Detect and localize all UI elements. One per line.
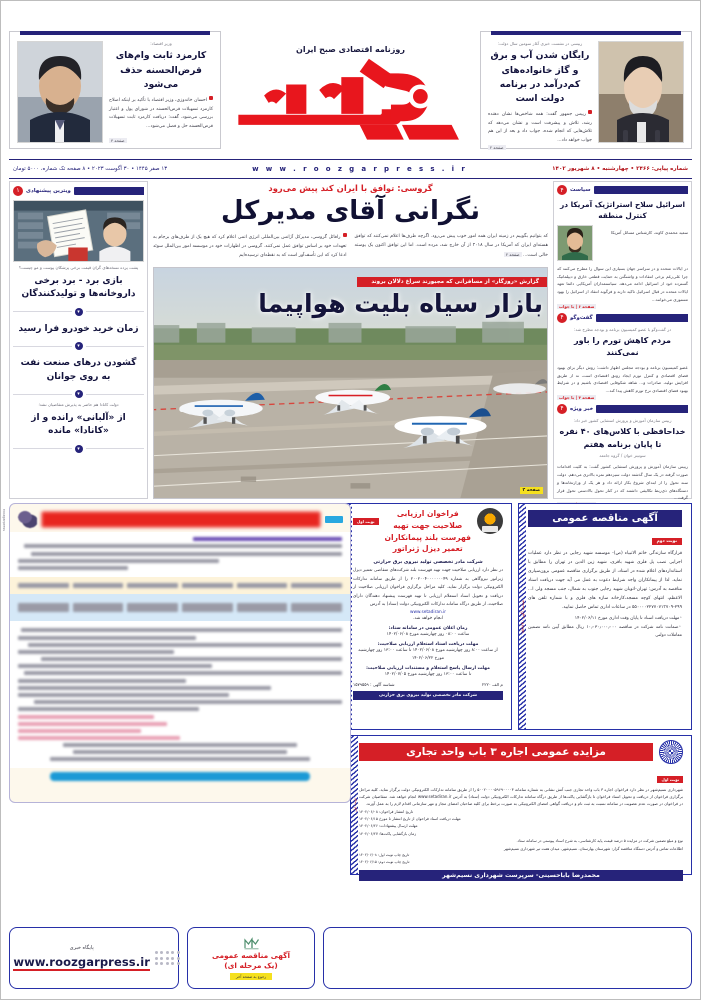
footer-tender-badge[interactable]: رجوع به صفحه آخر [230,973,272,980]
chevron-down-icon: ▾ [75,308,83,316]
section-number-icon: ۴ [557,313,567,323]
center-column [153,181,548,499]
top-story-left-body: احسان خاندوزی، وزیر اقتصاد با تأکید بر اینکه اصلاح کارمزد تسهیلات قرض‌الحسنه در شورای پول و اعتبار بررسی می‌شود، گفت: دریافت کارمزد ثابت تسهیلات قرض‌الحسنه حل و فصل می‌شود... [109,98,213,129]
photo-story[interactable] [153,267,548,499]
date-bar [9,159,692,179]
vitrin-item-2-kicker: دولت کانادا هم حاضر به پذیرش متقاضیان نشد؛ [38,402,119,408]
chevron-down-icon: ▾ [75,390,83,398]
ad-blurred-footer-bar [50,772,310,781]
ad-tender-body: قرارگاه سازندگی خاتم الانبیاء (ص)- موسسه شهید رجایی در نظر دارد عملیات اجرایی نصب پل فلزی شهید باقری، شهید زین الدین در تهران را مطابق با استانداردهای اعلام شده در اسناد، از طریق برگزاری مناقصه عمومی برون‌سپاری نماید. لذا از پیمانکاران واجد شرایط دعوت به عمل می آید جهت دریافت اسناد مناقصه به آدرس: تهران-اتوبان شهید رجایی جنوب به شمال، جنب مسجد ولی ا... الاعظم، انتهای کوچه مسجد،کارخانه سازه های فلزی و با شماره تلفن های ۲۹۹-۵۵۰۰۰۰۲۲۷۷۰۷۱۳۷۰۹ در ساعات اداری تماس حاصل نمایید. [528,551,682,610]
section-chip-politics[interactable] [557,185,688,195]
ad-blurred-panel[interactable] [9,503,351,803]
section-number-icon: ۴ [557,185,567,195]
decorative-dots [155,951,180,965]
advertisements-area [9,503,692,991]
ad-auction-extra-0: نوع و مبلغ تضمین شرکت در مزایده ۵ درصد قیمت پایه کارشناسی، به شرح اسناد پیوستی در سامانه ستاد. [516,838,683,844]
page-footer [9,927,692,989]
top-story-right-photo [598,41,684,143]
ad-blurred-table-header [10,577,350,594]
separator-chevron [13,342,144,350]
vitrin-item-0-title[interactable]: زمان خرید خودرو فرا رسید [18,323,139,334]
separator-chevron [13,308,144,316]
masthead-logo [231,53,470,149]
ad-tender-bullet-0: ◦مهلت دریافت اسناد تا پایان وقت اداری مورخ ۱۴۰۲/۰۶/۱۱ [574,616,682,621]
right-story-special[interactable] [557,418,688,507]
separator-chevron [13,390,144,398]
ad-eval-field-2-value: تا ساعت ۱۳:۰۰ روز چهارشنبه مورخ ۱۴۰۲/۰۷/۰۵ [384,671,472,677]
photo-story-headline[interactable]: بازار سیاه بلیت هواپیما [258,288,543,318]
ad-eval-website[interactable]: www.setadiran.ir [409,610,447,616]
issue-date-left: ۱۳ صفر ۱۴۴۵ • ۳۰ آگوست ۲۰۲۳ • ۸ صفحه تک شماره، ۵۰۰۰ تومان [13,166,168,172]
footer-site-label: پایگاه خبری [69,945,94,951]
right-story-interview-title: مردم کاهش تورم را باور نمی‌کنند [574,336,671,358]
masthead [231,31,470,151]
top-story-left-kicker: وزیر اقتصاد: [150,41,172,46]
right-story-special-title: خداحافظی با کلاس‌های ۴۰ نفره تا پایان برنامه هفتم [559,427,686,449]
section-number-icon: ۴ [557,404,567,414]
footer-website-card[interactable] [9,927,179,989]
ad-auction-bullet-0: تاریخ انتشار فراخوان: ۱۴۰۲/۰۶/۰۸ [359,808,414,814]
ad-auction-round: نوبت اول [657,776,683,783]
section-chip-special[interactable] [557,404,688,414]
ad-qualification-evaluation[interactable] [344,503,512,730]
section-label: گفت‌وگو [570,314,593,321]
ad-auction-title: مزایده عمومی اجاره ۳ باب واحد تجاری [359,743,653,761]
top-story-right-kicker: رییسی در نشست خبری آغاز سومین سال دولت: [497,41,583,46]
right-story-politics-page-ref[interactable]: صفحه ۶ | با جواب [559,303,595,309]
ad-tender-bullet-1: ◦ضمانت نامه شرکت در مناقصه ۱۰٫۰۳۰٫۰۰۰٫۰۰۰ ریال مطابق آیین نامه تضمین معاملات دولتی [528,624,682,639]
footer-empty-area [323,927,692,989]
ad-eval-round: نوبت اول [353,518,379,525]
ad-public-auction[interactable] [350,735,692,879]
chevron-down-icon: ▾ [75,342,83,350]
photo-story-banner: گزارش «روزگار» از مسافرانی که مجبورند سراغ دلالان بروند [357,277,547,287]
lead-body-left: که بتوانیم بگوییم در زمینه ایران همه امور خوب پیش می‌رود. اگرچه طرف‌ها اعلام نمی‌کنند که توافق هسته‌ای ایران که آمریکا در سال ۲۰۱۸ از آن خارج شد، مرده است. اما این توافق اکنون یک پوسته خالی است... صفحه ۲ [354,233,548,258]
company-logo-icon [477,508,503,534]
right-story-special-byline: رییس سازمان آموزش و پرورش استثنایی کشور خبر داد: [573,417,672,423]
ad-tender-title: آگهی مناقصه عمومی [528,510,682,527]
footer-tender-ad[interactable] [187,927,315,989]
ad-blurred-badge [325,516,343,523]
ad-tender-ref: شناسه آگهی : ۱۵۷۹۲۳ [521,599,525,634]
lead-kicker: گروسی: توافق با ایران کند پیش می‌رود [268,183,433,193]
ad-auction-side: نوبت اول [353,798,357,812]
ad-eval-website-tail: انجام خواهد شد. [413,616,443,622]
right-story-special-subline: سوتیتر خوان / گروه جامعه [599,452,646,458]
ad-blurred-header [10,504,350,532]
ad-auction-bullet-3: زمان بازگشایی پاکت‌ها: ۱۴۰۲/۰۶/۲۷ [359,830,417,836]
ad-eval-alef: م الف ۲۲۲۰ [481,681,503,687]
ad-eval-title: فراخوان ارزیابی صلاحیت جهت تهیه فهرست بلند پیمانکاران تعمیر دیزل ژنراتور [384,509,471,554]
ad-blurred-body [10,621,350,768]
right-story-interview-body: عضو کمیسیون برنامه و بودجه مجلس اظهار داشت: روش دیگر برای بهبود فضای اقتصادی و کنترل تورم ایجاد رونق اقتصادی است، نه از طریق افزایش تولید، صادرات و... شاهد شکوفایی اقتصادی باشیم و در شرایط بهبود فضای اقتصادی نرخ تورم کاهش پیدا کند... [557,364,688,394]
footer-tender-title-1: آگهی مناقصه عمومی [212,951,290,960]
municipality-seal-icon [659,740,683,764]
ad-eval-field-2-label: مهلت ارسال پاسخ استعلام و مستندات ارزیابی صلاحیت: [366,665,490,671]
section-label: سیاست [570,187,591,193]
lead-page-ref[interactable]: صفحه ۲ [506,251,520,257]
ad-eval-ref-inline: شناسه آگهی : ۱۵۷۹۵۵۹ [353,681,395,687]
top-story-left-title: کارمزد ثابت وام‌های قرض‌الحسنه حذف می‌شود [115,50,207,90]
right-sidebar [553,181,692,499]
ad-tender-round: نوبت دوم [652,538,682,545]
page-spine-text: roozgarpress [2,508,6,531]
vitrin-item-1-title[interactable]: گشودن درهای صنعت نفت به روی جوانان [20,358,137,382]
top-story-right-page-ref[interactable]: صفحه ۲ [490,145,504,151]
top-story-right[interactable] [480,31,692,149]
left-sidebar [9,181,148,499]
chevron-down-icon: ▾ [75,445,83,453]
main-content-grid [9,181,692,499]
ad-public-tender[interactable] [518,503,692,730]
ad-eval-lead: شرکت مادر تخصصی تولید نیروی برق حرارتی [373,559,483,566]
top-story-left-photo [17,41,103,143]
separator-chevron [13,445,144,453]
right-story-interview-page-ref[interactable]: صفحه ۴ | با جواب [559,394,595,400]
ad-auction-date-0: تاریخ چاپ نوبت اول: ۱۴۰۲/۰۶/۰۸ [359,852,410,857]
organization-logo-icon [243,936,260,950]
ad-auction-bullet-2: مهلت ارسال پیشنهادات: ۱۴۰۲/۰۶/۲۶ [359,823,418,829]
ad-eval-footer: شرکت مادر تخصصی تولید نیروی برق حرارتی [353,691,503,700]
right-story-politics-title: اسرائیل سلاح استراتژیک آمریکا در کنترل منطقه [559,200,686,221]
top-strip [9,13,692,153]
section-chip-vitrin[interactable] [13,185,144,196]
ad-blurred-intro [10,532,350,577]
section-number-icon: ۱ [13,186,23,196]
ad-eval-body: در نظر دارد ارزیابی صلاحیت جهت تهیه فهرست بلند شرکت‌های متقاضی تعمیر دیزل ژنراتور نیروگاهی به شماره ۲۰۰۲۰۰۴۰۰۰۰۰۰۰۴۹ را از طریق سامانه تدارکات الکترونیکی دولت برگزار نماید. کلیه مراحل برگزاری فراخوان ارزیابی صلاحیت از دریافت و تحویل اسناد استعلام ارزیابی تا تهیه فهرست پیشنهاد دهندگان دارای صلاحیت، از طریق درگاه سامانه تدارکات الکترونیکی دولت (ستاد) به آدرس [353,568,503,608]
right-story-politics[interactable] [557,199,688,309]
ad-auction-extra-1: اطلاعات تماس و آدرس دستگاه مناقصه گزار: شهرستان بهارستان- نسیم‌شهر- میدان هفت تیر شهرداری نسیم‌شهر [503,845,683,851]
right-story-interview-byline: در گفت‌وگو با عضو کمیسیون برنامه و بودجه مطرح شد: [573,326,672,332]
right-story-politics-body: در ایالات متحده و در سراسر جهان بسیاری این سوال را مطرح می‌کنند که چرا علی‌رغم برخی انتقادات و واشنگتن به حمایت قطعی خارق و دیپلماتیک گسترده خود از اسرائیل ادامه می‌دهد. سیاستمداران آمریکایی دائما تعهد ایالات متحده در قبال اسرائیل تاکید دارند و فرگونه انتقاد از اسرائیل را بهود مستوری می‌خوانند... [557,265,688,302]
ad-auction-bullet-1: مهلت دریافت اسناد فراخوان از تاریخ انتشار تا مورخ ۱۴۰۲/۰۶/۱۵ [359,815,461,821]
masthead-tagline: روزنامه اقتصادی صبح ایران [296,45,405,54]
section-chip-interview[interactable] [557,313,688,323]
top-story-left-page-ref[interactable]: صفحه ۴ [111,138,125,143]
photo-story-page-ref[interactable]: صفحه ۳ [520,487,543,494]
vitrin-lead-caption: پشت پرده نسخه‌های گران قیمت برخی پزشکان پوست و مو چیست؟ [18,265,139,270]
right-story-interview[interactable] [557,327,688,400]
footer-site-url[interactable]: www.roozgarpress.ir [13,955,151,969]
ad-blurred-logo-icon [17,510,37,528]
ad-blurred-title-bar [41,511,321,528]
top-story-right-title: رایگان شدن آب و برق و گاز خانواده‌های کم‌درآمد در برنامه دولت است [490,50,590,105]
right-story-special-body: رییس سازمان آموزش و پرورش استثنایی کشور گفت: به کلیت اقدامات صورت گرفته در یک سال گذشته دولت سیزدهم نمره بالاتری می‌دهم. دولت سند تحول را از ابتدای شروع بکار ارائه داد و هر یک از وزارتخانه‌ها و دستگاه‌های ذی‌ربط تکالیفی داشتند که در کنار تحول بالادستی تحول قرار گرفت... [557,464,688,501]
lead-body-right: رافائل گروسی، مدیرکل آژانس بین‌المللی انرژی اتمی اعلام کرد که هیچ یک از طرف‌های برجام به تعهدات خود بر اساس توافق عمل نمی‌کنند. گروسی در اظهارات خود در موسسه امور بین‌الملل سوئد ادعا کرد که این تأسف‌آور است که به نقطه‌ای نرسیده‌ایم [153,234,347,258]
ad-eval-field-0-value: ساعت ۰۸:۰۰ روز چهارشنبه مورخ ۱۴۰۲/۰۶/۰۸ [386,631,470,637]
ad-auction-body: شهرداری نسیم‌شهر در نظر دارد فراخوان اجاره ۳ باب واحد تجاری جنب آتش نشانی به شماره سامانه ۵۰۰۲۰۰۰۰۵۹۶۹۰۰۰۰۳ را از طریق سامانه تدارکات الکترونیکی دولت برگزار نماید. کلیه مراحل برگزاری فراخوان از دریافت و تحویل اسناد فراخوان تا بازگشایی پاکت‌ها از طریق درگاه سامانه تدارکات الکترونیکی دولت (ستاد) به آدرس www.setadiran.ir انجام خواهد شد. متقاضیان شرکت در فراخوان در صورت عدم عضویت در سامانه نسبت به ثبت نام و دریافت گواهی امضای الکترونیکی به صورت برخط برای کلیه صاحبان امضای مجاز و مهر سازمانی اقدام لازم را به عمل آورند. [359,787,684,807]
right-story-politics-photo [557,225,593,261]
vitrin-lead-title[interactable]: بازی برد - برد برخی داروخانه‌ها و تولیدکنندگان [21,275,136,300]
lead-headline[interactable]: نگرانی آقای مدیرکل [220,196,481,226]
masthead-website[interactable]: w w w . r o o z g a r p r e s s . i r [252,165,468,173]
top-story-left[interactable] [9,31,221,149]
section-label: خبر ویژه [570,405,594,412]
ad-blurred-table-row [10,594,350,621]
section-label: ویترین پیشنهادی [26,187,71,194]
footer-tender-title-2: (یک مرحله ای) [224,961,278,970]
vitrin-lead-photo [13,200,144,262]
issue-date-right: شماره پیاپی: ۲۴۶۶ • چهارشنبه • ۸ شهریور ۱۴۰۲ [552,166,688,172]
vitrin-item-2-title[interactable]: از «آلبانی» رانده و از «کانادا» مانده [31,412,126,437]
ad-auction-signature: محمدرضا باباحسینی- سرپرست شهرداری نسیم‌شهر [359,870,683,881]
lead-body [153,233,548,261]
ad-eval-field-0-label: زمان اعلان عمومی در سامانه ستاد: [388,625,468,631]
top-story-right-body: رییس جمهور گفت: همه شاخص‌ها نشان دهنده رشد، تلاش و پیشرفت است و نشان می‌دهد که تلاش‌هایی که انجام شده، جواب داد و بعد از این هم جواب خواهد داد... [488,112,592,143]
ad-eval-field-1-label: مهلت دریافت اسناد استعلام ارزیابی صلاحیت: [377,641,479,647]
ad-eval-field-1-value: از ساعت ۸:۰۰ روز چهارشنبه مورخ ۱۴۰۲/۰۶/۰۸ تا ساعت ۱۳:۰۰ روز چهارشنبه مورخ ۱۴۰۲/۰۶/۲۲ [358,647,498,661]
right-story-politics-byline: سعید محمدی کاوند، کارشناس مسائل آمریکا [610,229,688,235]
ad-auction-date-1: تاریخ چاپ نوبت دوم: ۱۴۰۲/۰۶/۱۵ [359,859,410,864]
